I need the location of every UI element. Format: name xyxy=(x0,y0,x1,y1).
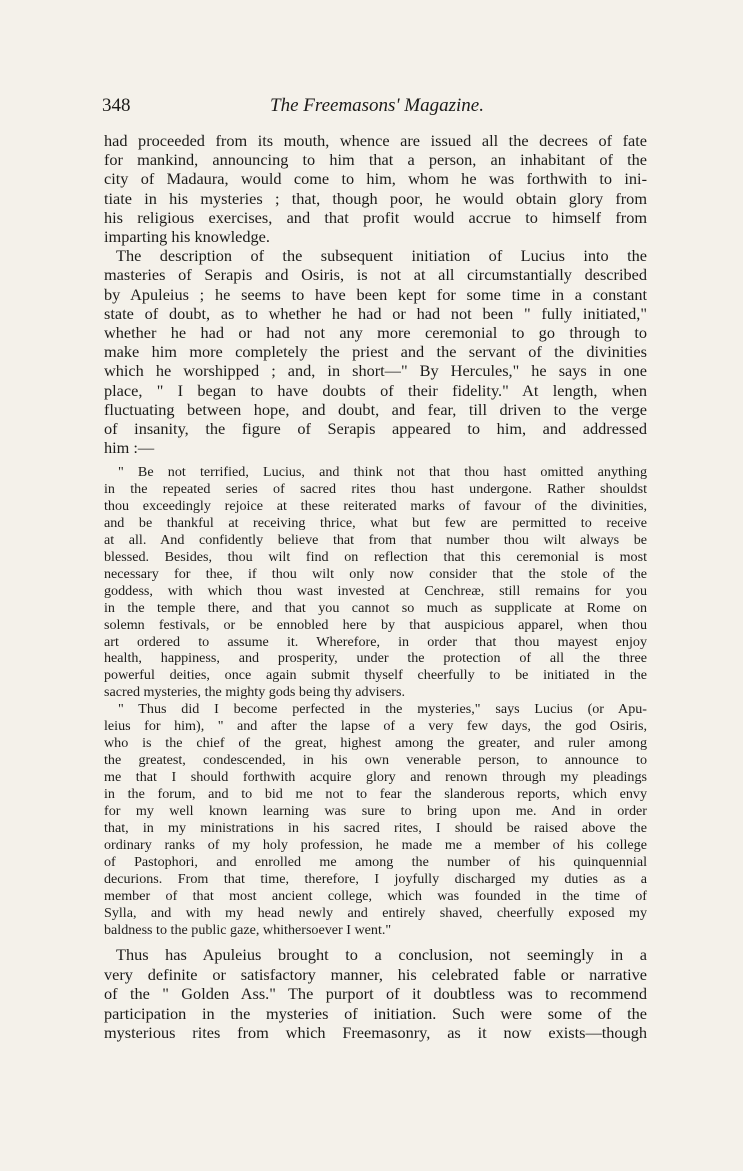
quote-line: at all. And confidently believe that from that number thou wilt always be xyxy=(104,531,647,548)
text-line: for mankind, announcing to him that a person, an inhabitant of the xyxy=(104,150,647,170)
block-quote xyxy=(104,464,647,939)
text-line: tiate in his mysteries ; that, though poor, he would obtain glory from xyxy=(104,188,647,208)
quote-line: for my well known learning was sure to bring upon me. And in order xyxy=(104,803,647,820)
quote-line: goddess, with which thou wast invested at Cenchreæ, still remains for you xyxy=(104,582,647,599)
text-line: of insanity, the figure of Serapis appeared to him, and addressed xyxy=(104,419,647,439)
text-line: fluctuating between hope, and doubt, and fear, till driven to the verge xyxy=(104,399,647,419)
text-line: whether he had or had not any more ceremonial to go through to xyxy=(104,323,647,343)
text-line: participation in the mysteries of initiation. Such were some of the xyxy=(104,1003,647,1023)
text-line: him :— xyxy=(104,438,155,458)
text-line: masteries of Serapis and Osiris, is not at all circumstantially described xyxy=(104,265,647,285)
text-line: which he worshipped ; and, in short—" By Hercules," he says in one xyxy=(104,361,647,381)
quote-line: the greatest, condescended, in his own venerable person, to announce to xyxy=(104,752,647,769)
quote-line: in the repeated series of sacred rites thou hast undergone. Rather shouldst xyxy=(104,480,647,497)
text-line: his religious exercises, and that profit would accrue to himself from xyxy=(104,207,647,227)
quote-line: health, happiness, and prosperity, under the protection of all the three xyxy=(104,650,647,667)
quote-line: in the forum, and to bid me not to fear the slanderous reports, which envy xyxy=(104,786,647,803)
page-number: 348 xyxy=(102,95,131,116)
quote-line: and be thankful at receiving thrice, what but few are permitted to receive xyxy=(104,514,647,531)
body-text-top xyxy=(104,131,647,457)
quote-line: leius for him), " and after the lapse of a very few days, the god Osiris, xyxy=(104,718,647,735)
text-line: make him more completely the priest and the servant of the divinities xyxy=(104,342,647,362)
text-line: state of doubt, as to whether he had or had not been " fully initiated," xyxy=(104,303,647,323)
quote-line: who is the chief of the great, highest among the greater, and ruler among xyxy=(104,735,647,752)
quote-line: Sylla, and with my head newly and entirely shaved, cheerfully exposed my xyxy=(104,904,647,921)
quote-line: that, in my ministrations in his sacred rites, I should be raised above the xyxy=(104,820,647,837)
quote-line: powerful deities, once again submit thyself cheerfully to be initiated in the xyxy=(104,667,647,684)
text-line: by Apuleius ; he seems to have been kept for some time in a constant xyxy=(104,284,647,304)
text-line: very definite or satisfactory manner, his celebrated fable or narrative xyxy=(104,964,647,984)
quote-line: " Thus did I become perfected in the mysteries," says Lucius (or Apu- xyxy=(118,701,647,718)
quote-line: thou exceedingly rejoice at these reiterated marks of favour of the divinities, xyxy=(104,497,647,514)
text-line: imparting his knowledge. xyxy=(104,227,270,247)
text-line: had proceeded from its mouth, whence are issued all the decrees of fate xyxy=(104,131,647,150)
quote-line: art ordered to assume it. Wherefore, in order that thou mayest enjoy xyxy=(104,633,647,650)
running-header xyxy=(102,95,652,119)
body-text-bottom xyxy=(104,945,647,1043)
quote-line: decurions. From that time, therefore, I joyfully discharged my duties as a xyxy=(104,870,647,887)
journal-title: The Freemasons' Magazine. xyxy=(270,95,484,116)
text-line: place, " I began to have doubts of their fidelity." At length, when xyxy=(104,380,647,400)
text-line: mysterious rites from which Freemasonry, as it now exists—though xyxy=(104,1023,647,1042)
quote-line: sacred mysteries, the mighty gods being thy advisers. xyxy=(104,684,405,701)
quote-line: ordinary ranks of my holy profession, he made me a member of his college xyxy=(104,836,647,853)
quote-line: member of that most ancient college, which was founded in the time of xyxy=(104,887,647,904)
quote-line: baldness to the public gaze, whithersoever I went." xyxy=(104,921,392,938)
quote-line: blessed. Besides, thou wilt find on reflection that this ceremonial is most xyxy=(104,548,647,565)
quote-line: of Pastophori, and enrolled me among the number of his quinquennial xyxy=(104,853,647,870)
quote-line: me that I should forthwith acquire glory and renown through my pleadings xyxy=(104,769,647,786)
quote-line: in the temple there, and that you cannot so much as supplicate at Rome on xyxy=(104,599,647,616)
text-line: Thus has Apuleius brought to a conclusion, not seemingly in a xyxy=(116,945,647,964)
quote-line: necessary for thee, if thou wilt only now consider that the stole of the xyxy=(104,565,647,582)
quote-line: " Be not terrified, Lucius, and think not that thou hast omitted anything xyxy=(118,464,647,480)
text-line: of the " Golden Ass." The purport of it doubtless was to recommend xyxy=(104,984,647,1003)
quote-line: solemn festivals, or be ennobled here by that auspicious apparel, when thou xyxy=(104,616,647,633)
text-line: The description of the subsequent initiation of Lucius into the xyxy=(116,246,647,266)
text-line: city of Madaura, would come to him, whom he was forthwith to ini- xyxy=(104,169,647,189)
